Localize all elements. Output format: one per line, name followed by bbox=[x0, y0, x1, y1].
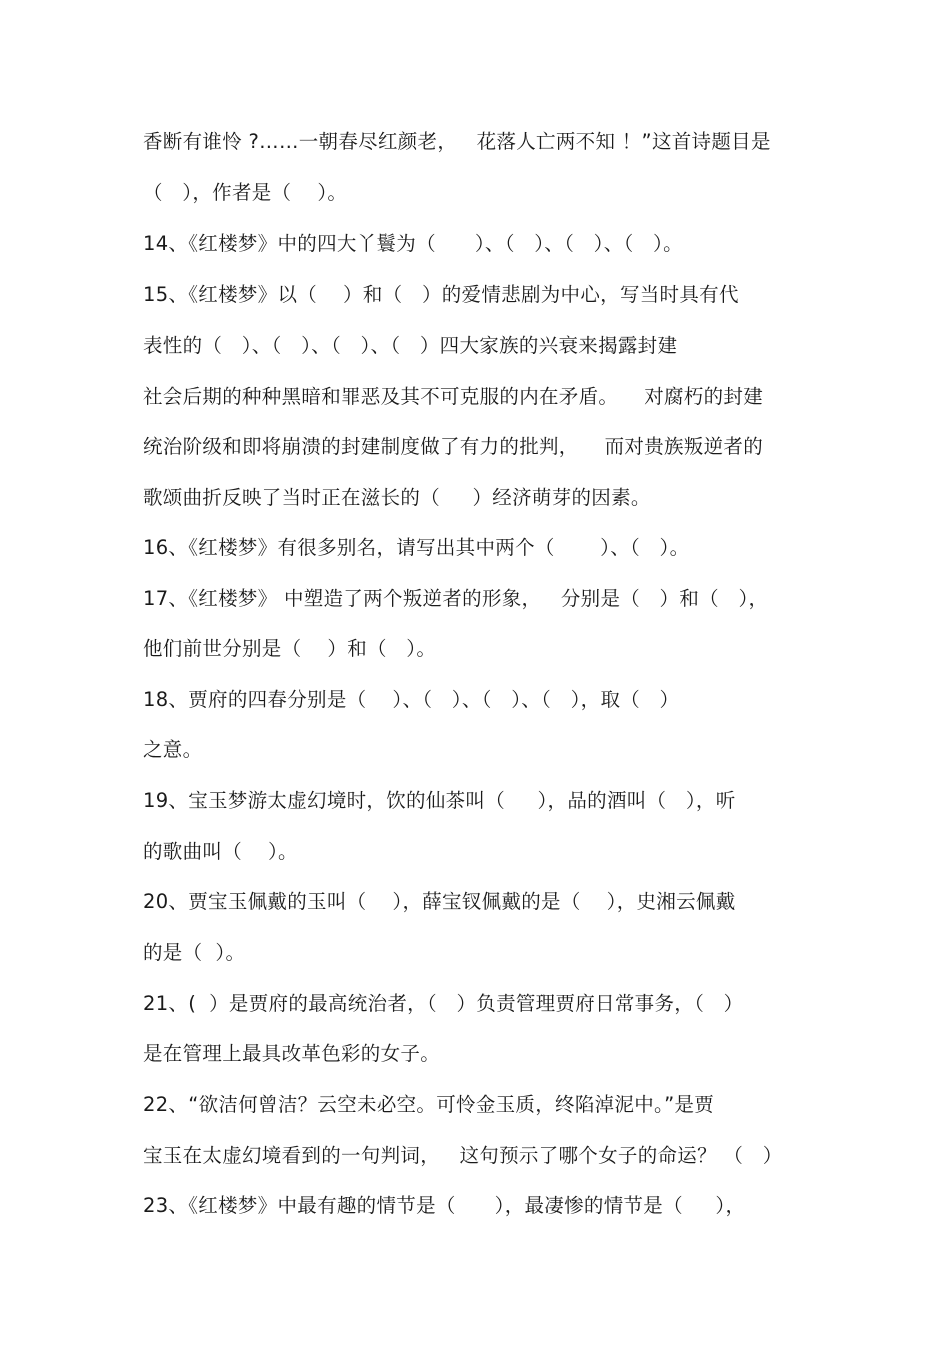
question-16: 16、《红楼梦》有很多别名，请写出其中两个（ ）、（ ）。 bbox=[143, 536, 690, 559]
question-19: 19、宝玉梦游太虚幻境时，饮的仙茶叫（ ），品的酒叫（ ），听 bbox=[143, 789, 736, 812]
question-22: 22、“欲洁何曾洁？云空未必空。可怜金玉质，终陷淖泥中。”是贾 bbox=[143, 1093, 715, 1116]
text-line: 歌颂曲折反映了当时正在滋长的（ ）经济萌芽的因素。 bbox=[143, 486, 651, 509]
text-line: 之意。 bbox=[143, 738, 203, 761]
text-line: 宝玉在太虚幻境看到的一句判词， 这句预示了哪个女子的命运？ （ ） bbox=[143, 1144, 783, 1167]
question-17: 17、《红楼梦》 中塑造了两个叛逆者的形象， 分别是（ ）和（ ）， bbox=[143, 587, 769, 610]
question-14: 14、《红楼梦》中的四大丫鬟为（ ）、（ ）、（ ）、（ ）。 bbox=[143, 232, 683, 255]
question-23: 23、《红楼梦》中最有趣的情节是（ ），最凄惨的情节是（ ）， bbox=[143, 1194, 746, 1217]
question-21: 21、( ）是贾府的最高统治者，（ ）负责管理贾府日常事务，（ ） bbox=[143, 992, 744, 1015]
text-line: 是在管理上最具改革色彩的女子。 bbox=[143, 1042, 441, 1065]
text-line: 他们前世分别是（ ）和（ ）。 bbox=[143, 637, 437, 660]
text-line: （ ），作者是（ ）。 bbox=[143, 181, 348, 204]
question-15: 15、《红楼梦》以（ ）和（ ）的爱情悲剧为中心，写当时具有代 bbox=[143, 283, 739, 306]
text-line: 表性的（ ）、（ ）、（ ）、（ ）四大家族的兴衰来揭露封建 bbox=[143, 334, 678, 357]
text-line: 统治阶级和即将崩溃的封建制度做了有力的批判， 而对贵族叛逆者的 bbox=[143, 435, 763, 458]
question-18: 18、贾府的四春分别是（ ）、（ ）、（ ）、（ ），取（ ） bbox=[143, 688, 680, 711]
text-line: 香断有谁怜 ?……一朝春尽红颜老， 花落人亡两不知 ！”这首诗题目是 bbox=[143, 130, 771, 153]
question-20: 20、贾宝玉佩戴的玉叫（ ），薛宝钗佩戴的是（ ），史湘云佩戴 bbox=[143, 890, 736, 913]
text-line: 的歌曲叫（ ）。 bbox=[143, 840, 298, 863]
text-line: 的是（ ）。 bbox=[143, 941, 246, 964]
text-line: 社会后期的种种黑暗和罪恶及其不可克服的内在矛盾。 对腐朽的封建 bbox=[143, 385, 763, 408]
